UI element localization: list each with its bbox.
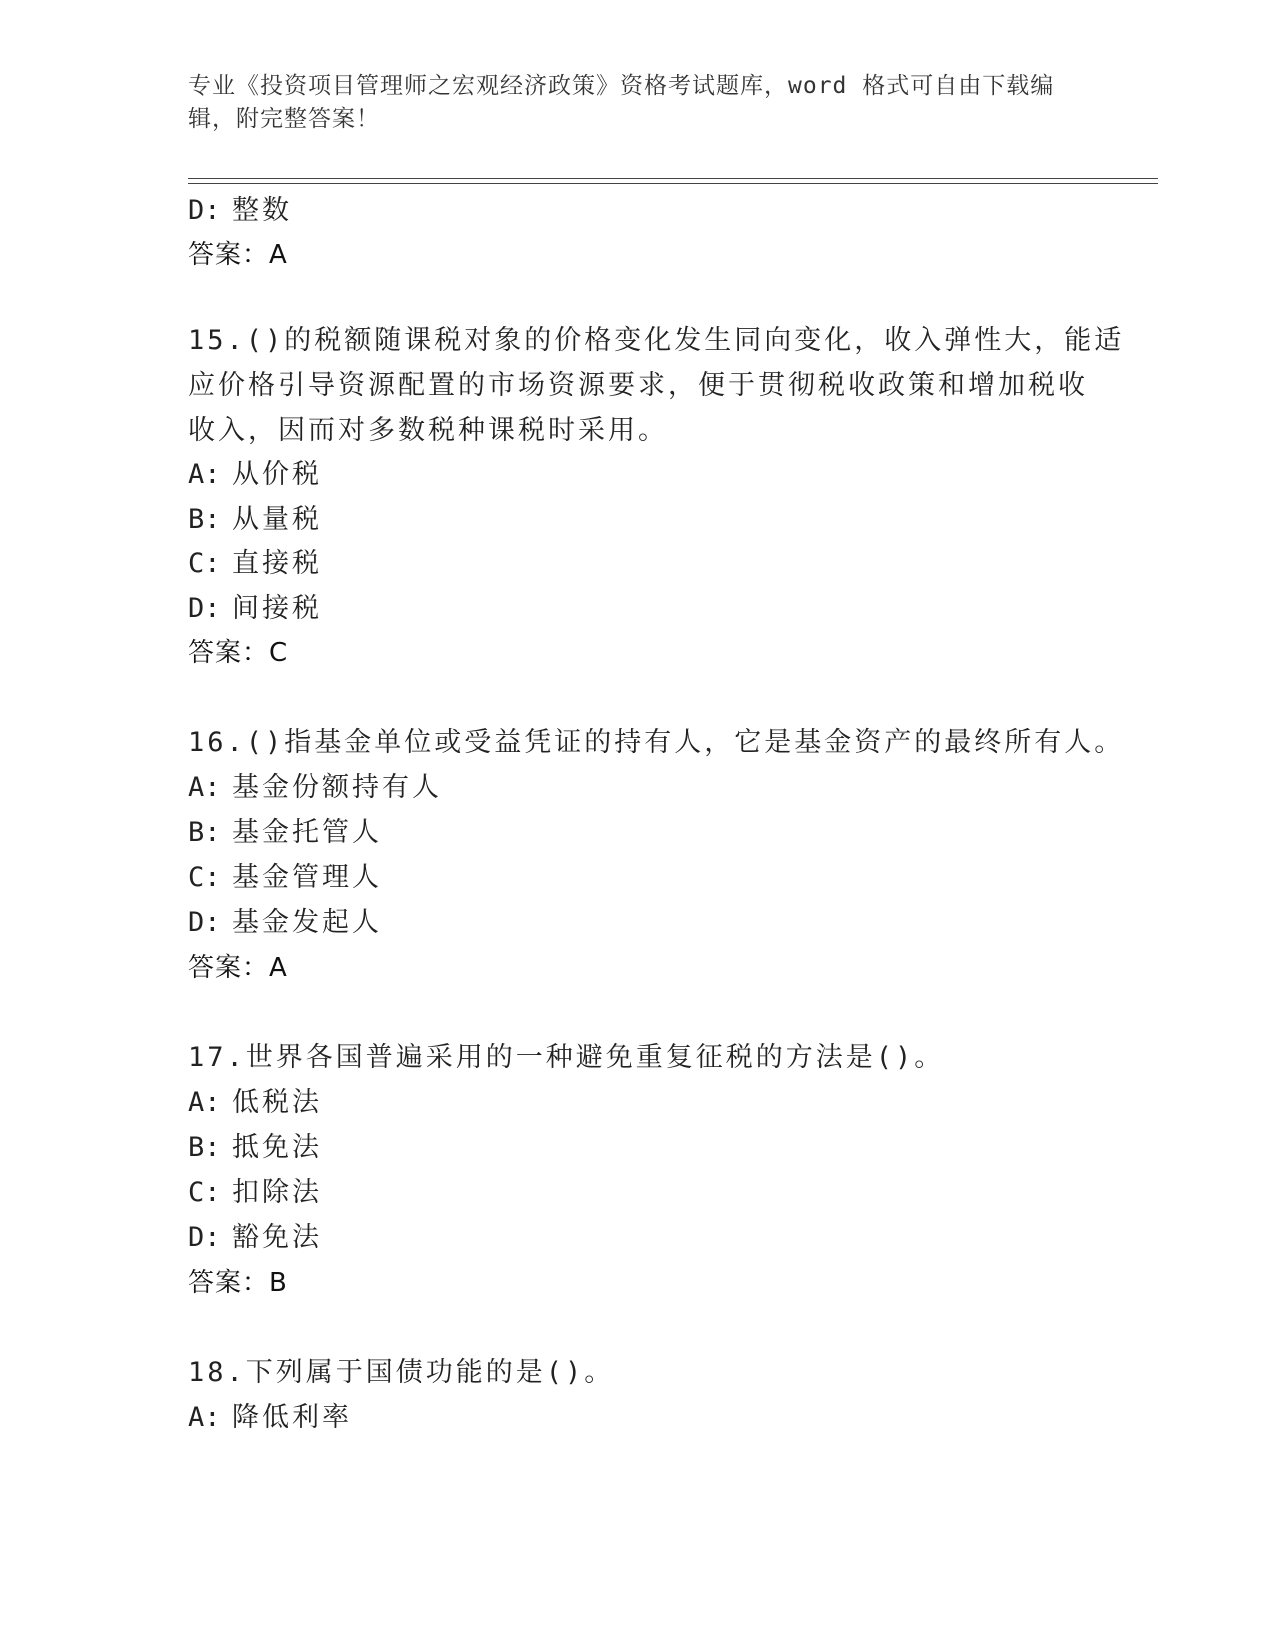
q17-option-c: C: 扣除法: [188, 1177, 322, 1208]
q15-option-a: A: 从价税: [188, 459, 322, 490]
prev-answer: 答案：A: [188, 240, 288, 270]
header-divider-bottom: [188, 183, 1158, 184]
q15-option-b: B: 从量税: [188, 504, 322, 535]
q15-stem-line-2: 应价格引导资源配置的市场资源要求，便于贯彻税收政策和增加税收: [188, 370, 1088, 401]
q17-option-a: A: 低税法: [188, 1087, 322, 1118]
q17-answer: 答案：B: [188, 1268, 288, 1298]
q15-option-d: D: 间接税: [188, 593, 322, 624]
q15-stem-line-3: 收入，因而对多数税种课税时采用。: [188, 415, 668, 446]
q16-answer: 答案：A: [188, 953, 288, 983]
q17-stem-line-1: 17.世界各国普遍采用的一种避免重复征税的方法是()。: [188, 1042, 945, 1073]
q15-stem-line-1: 15.()的税额随课税对象的价格变化发生同向变化，收入弹性大，能适: [188, 325, 1125, 356]
header-line-2: 辑，附完整答案！: [188, 106, 380, 132]
q15-option-c: C: 直接税: [188, 548, 322, 579]
q16-option-d: D: 基金发起人: [188, 907, 382, 938]
q18-option-a: A: 降低利率: [188, 1402, 352, 1433]
q17-option-b: B: 抵免法: [188, 1132, 322, 1163]
q16-option-b: B: 基金托管人: [188, 817, 382, 848]
document-header: [188, 70, 1068, 136]
q16-stem-line-1: 16.()指基金单位或受益凭证的持有人，它是基金资产的最终所有人。: [188, 727, 1125, 758]
q15-answer: 答案：C: [188, 638, 289, 668]
header-divider-top: [188, 178, 1158, 179]
q16-option-c: C: 基金管理人: [188, 862, 382, 893]
q16-option-a: A: 基金份额持有人: [188, 772, 442, 803]
header-line-1: 专业《投资项目管理师之宏观经济政策》资格考试题库，word 格式可自由下载编: [188, 73, 1055, 99]
q18-stem-line-1: 18.下列属于国债功能的是()。: [188, 1357, 615, 1388]
q17-option-d: D: 豁免法: [188, 1222, 322, 1253]
prev-option-d: D: 整数: [188, 195, 292, 226]
